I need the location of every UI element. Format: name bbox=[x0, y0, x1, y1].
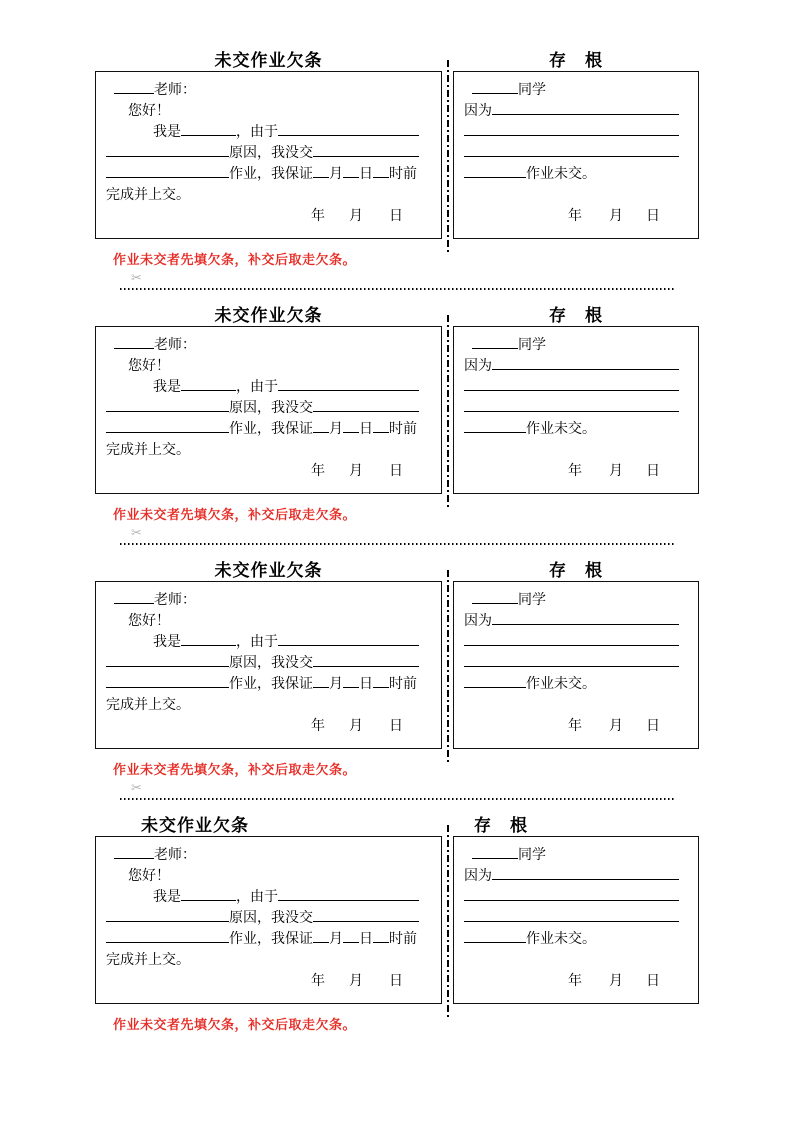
month-label: 月 bbox=[349, 719, 363, 734]
blank-field-subject bbox=[313, 398, 419, 412]
blank-field-month bbox=[313, 929, 329, 943]
date-line bbox=[106, 971, 419, 992]
slip-boxes bbox=[95, 836, 699, 1004]
blank-field-student-name bbox=[181, 122, 236, 136]
complete-text: 完成并上交。 bbox=[106, 953, 190, 968]
identity-line bbox=[106, 377, 419, 398]
because-line bbox=[464, 866, 679, 887]
identity-line bbox=[106, 122, 419, 143]
promise-line bbox=[106, 674, 419, 695]
teacher-label: 老师： bbox=[154, 848, 196, 863]
blank-field-student-name bbox=[181, 887, 236, 901]
blank-field-teacher-name bbox=[114, 335, 154, 349]
teacher-line bbox=[106, 590, 419, 611]
tear-line-separator bbox=[447, 570, 449, 762]
slip-boxes bbox=[95, 581, 699, 749]
blank-field-hour bbox=[373, 164, 389, 178]
complete-line bbox=[106, 950, 419, 971]
blank-field-cause-cont bbox=[106, 143, 229, 157]
date-line bbox=[106, 716, 419, 737]
iou-title: 未交作业欠条 bbox=[214, 306, 323, 325]
year-label: 年 bbox=[568, 464, 582, 479]
year-label: 年 bbox=[311, 974, 325, 989]
iou-slip-section bbox=[95, 556, 699, 800]
greeting-line bbox=[106, 356, 419, 377]
blank-field-subject-cont bbox=[106, 164, 229, 178]
complete-text: 完成并上交。 bbox=[106, 443, 190, 458]
due-to-label: ，由于 bbox=[236, 635, 278, 650]
complete-text: 完成并上交。 bbox=[106, 698, 190, 713]
blank-field-reason bbox=[492, 611, 679, 625]
blank-field-subject bbox=[464, 164, 526, 178]
greeting-text: 您好！ bbox=[128, 104, 170, 119]
month-label: 月 bbox=[329, 422, 343, 437]
date-line bbox=[464, 461, 679, 482]
due-to-label: ，由于 bbox=[236, 380, 278, 395]
not-submitted-line bbox=[464, 929, 679, 950]
blank-field-student-name bbox=[181, 632, 236, 646]
year-label: 年 bbox=[568, 719, 582, 734]
month-label: 月 bbox=[329, 932, 343, 947]
blank-field-day bbox=[343, 164, 359, 178]
due-to-label: ，由于 bbox=[236, 125, 278, 140]
before-time-label: 时前 bbox=[389, 422, 417, 437]
blank-field-reason-cont-1 bbox=[464, 887, 679, 901]
footnote-instruction: 作业未交者先填欠条，补交后取走欠条。 bbox=[113, 1017, 357, 1032]
before-time-label: 时前 bbox=[389, 167, 417, 182]
dotted-cut-line bbox=[120, 798, 675, 800]
blank-field-subject-cont bbox=[106, 419, 229, 433]
month-label: 月 bbox=[609, 974, 623, 989]
blank-field-day bbox=[343, 929, 359, 943]
teacher-line bbox=[106, 845, 419, 866]
blank-field-hour bbox=[373, 419, 389, 433]
blank-field-student-name bbox=[472, 590, 518, 604]
section-titles bbox=[95, 811, 699, 835]
i-am-label: 我是 bbox=[153, 380, 181, 395]
promise-label: 作业，我保证 bbox=[229, 677, 313, 692]
stub-box bbox=[453, 581, 699, 749]
blank-field-reason bbox=[492, 101, 679, 115]
reason-label: 原因，我没交 bbox=[229, 401, 313, 416]
blank-field-cause bbox=[278, 632, 419, 646]
blank-field-cause bbox=[278, 122, 419, 136]
blank-field-teacher-name bbox=[114, 590, 154, 604]
identity-line bbox=[106, 632, 419, 653]
date-line bbox=[464, 716, 679, 737]
day-label: 日 bbox=[389, 974, 403, 989]
stub-box bbox=[453, 71, 699, 239]
iou-title: 未交作业欠条 bbox=[214, 51, 323, 70]
student-line bbox=[464, 845, 679, 866]
year-label: 年 bbox=[568, 209, 582, 224]
month-label: 月 bbox=[329, 677, 343, 692]
slip-boxes bbox=[95, 326, 699, 494]
blank-line-1 bbox=[464, 632, 679, 653]
month-label: 月 bbox=[609, 719, 623, 734]
before-time-label: 时前 bbox=[389, 932, 417, 947]
blank-line-1 bbox=[464, 887, 679, 908]
section-titles bbox=[95, 46, 699, 70]
scissors-icon: ✂ bbox=[131, 271, 142, 286]
date-line bbox=[106, 206, 419, 227]
not-submitted-label: 作业未交。 bbox=[526, 932, 596, 947]
stub-box bbox=[453, 326, 699, 494]
because-label: 因为 bbox=[464, 869, 492, 884]
blank-field-subject bbox=[313, 653, 419, 667]
complete-line bbox=[106, 185, 419, 206]
promise-label: 作业，我保证 bbox=[229, 422, 313, 437]
blank-field-hour bbox=[373, 674, 389, 688]
greeting-text: 您好！ bbox=[128, 359, 170, 374]
iou-slip-section bbox=[95, 301, 699, 545]
blank-field-teacher-name bbox=[114, 80, 154, 94]
blank-field-reason-cont-1 bbox=[464, 122, 679, 136]
year-label: 年 bbox=[311, 719, 325, 734]
i-am-label: 我是 bbox=[153, 635, 181, 650]
blank-field-month bbox=[313, 419, 329, 433]
footnote-instruction: 作业未交者先填欠条，补交后取走欠条。 bbox=[113, 762, 357, 777]
because-label: 因为 bbox=[464, 359, 492, 374]
iou-slip-section bbox=[95, 46, 699, 290]
section-titles bbox=[95, 301, 699, 325]
student-line bbox=[464, 335, 679, 356]
blank-field-student-name bbox=[472, 335, 518, 349]
tear-line-separator bbox=[447, 825, 449, 1017]
blank-line-2 bbox=[464, 653, 679, 674]
because-label: 因为 bbox=[464, 104, 492, 119]
blank-field-reason bbox=[492, 866, 679, 880]
promise-label: 作业，我保证 bbox=[229, 167, 313, 182]
i-am-label: 我是 bbox=[153, 890, 181, 905]
month-label: 月 bbox=[349, 209, 363, 224]
not-submitted-line bbox=[464, 164, 679, 185]
blank-field-month bbox=[313, 164, 329, 178]
blank-field-subject bbox=[464, 419, 526, 433]
teacher-label: 老师： bbox=[154, 593, 196, 608]
blank-field-reason-cont-2 bbox=[464, 398, 679, 412]
student-label: 同学 bbox=[518, 593, 546, 608]
iou-box bbox=[95, 581, 442, 749]
greeting-line bbox=[106, 101, 419, 122]
promise-line bbox=[106, 929, 419, 950]
stub-title: 存 根 bbox=[549, 561, 603, 580]
student-line bbox=[464, 590, 679, 611]
identity-line bbox=[106, 887, 419, 908]
blank-field-subject bbox=[464, 929, 526, 943]
day-label: 日 bbox=[359, 167, 373, 182]
teacher-label: 老师： bbox=[154, 338, 196, 353]
greeting-line bbox=[106, 866, 419, 887]
iou-title: 未交作业欠条 bbox=[141, 816, 249, 835]
stub-title: 存 根 bbox=[474, 816, 528, 835]
promise-line bbox=[106, 419, 419, 440]
student-line bbox=[464, 80, 679, 101]
blank-field-subject bbox=[313, 143, 419, 157]
blank-field-student-name bbox=[181, 377, 236, 391]
blank-field-reason-cont-2 bbox=[464, 143, 679, 157]
scissors-icon: ✂ bbox=[131, 781, 142, 796]
because-line bbox=[464, 611, 679, 632]
reason-label: 原因，我没交 bbox=[229, 656, 313, 671]
day-label: 日 bbox=[359, 422, 373, 437]
blank-field-subject-cont bbox=[106, 674, 229, 688]
blank-field-student-name bbox=[472, 845, 518, 859]
not-submitted-label: 作业未交。 bbox=[526, 677, 596, 692]
empty-line bbox=[464, 695, 679, 716]
month-label: 月 bbox=[349, 464, 363, 479]
blank-field-teacher-name bbox=[114, 845, 154, 859]
month-label: 月 bbox=[609, 464, 623, 479]
blank-field-reason bbox=[492, 356, 679, 370]
year-label: 年 bbox=[311, 209, 325, 224]
scissors-icon: ✂ bbox=[131, 526, 142, 541]
blank-field-cause-cont bbox=[106, 908, 229, 922]
stub-title: 存 根 bbox=[549, 306, 603, 325]
blank-field-cause bbox=[278, 377, 419, 391]
footnote-instruction: 作业未交者先填欠条，补交后取走欠条。 bbox=[113, 507, 357, 522]
month-label: 月 bbox=[329, 167, 343, 182]
reason-label: 原因，我没交 bbox=[229, 146, 313, 161]
blank-line-1 bbox=[464, 122, 679, 143]
day-label: 日 bbox=[646, 719, 660, 734]
blank-field-hour bbox=[373, 929, 389, 943]
day-label: 日 bbox=[389, 209, 403, 224]
iou-box bbox=[95, 836, 442, 1004]
year-label: 年 bbox=[311, 464, 325, 479]
blank-field-cause-cont bbox=[106, 653, 229, 667]
dotted-cut-line bbox=[120, 288, 675, 290]
iou-slip-section bbox=[95, 811, 699, 1033]
day-label: 日 bbox=[646, 464, 660, 479]
empty-line bbox=[464, 950, 679, 971]
iou-box bbox=[95, 71, 442, 239]
blank-field-subject bbox=[313, 908, 419, 922]
stub-title: 存 根 bbox=[549, 51, 603, 70]
slip-boxes bbox=[95, 71, 699, 239]
blank-field-reason-cont-1 bbox=[464, 377, 679, 391]
day-label: 日 bbox=[359, 677, 373, 692]
year-label: 年 bbox=[568, 974, 582, 989]
month-label: 月 bbox=[349, 974, 363, 989]
day-label: 日 bbox=[646, 974, 660, 989]
cut-line bbox=[95, 271, 699, 290]
greeting-text: 您好！ bbox=[128, 869, 170, 884]
dotted-cut-line bbox=[120, 543, 675, 545]
complete-line bbox=[106, 695, 419, 716]
promise-line bbox=[106, 164, 419, 185]
cut-line bbox=[95, 526, 699, 545]
because-line bbox=[464, 356, 679, 377]
iou-box bbox=[95, 326, 442, 494]
blank-field-day bbox=[343, 674, 359, 688]
sections-container bbox=[95, 46, 793, 1033]
footnote-instruction: 作业未交者先填欠条，补交后取走欠条。 bbox=[113, 252, 357, 267]
blank-line-2 bbox=[464, 143, 679, 164]
blank-field-reason-cont-2 bbox=[464, 908, 679, 922]
not-submitted-line bbox=[464, 674, 679, 695]
not-submitted-line bbox=[464, 419, 679, 440]
teacher-label: 老师： bbox=[154, 83, 196, 98]
blank-field-student-name bbox=[472, 80, 518, 94]
tear-line-separator bbox=[447, 315, 449, 507]
student-label: 同学 bbox=[518, 848, 546, 863]
day-label: 日 bbox=[389, 464, 403, 479]
student-label: 同学 bbox=[518, 338, 546, 353]
teacher-line bbox=[106, 80, 419, 101]
cut-line bbox=[95, 781, 699, 800]
section-titles bbox=[95, 556, 699, 580]
complete-text: 完成并上交。 bbox=[106, 188, 190, 203]
empty-line bbox=[464, 440, 679, 461]
iou-title: 未交作业欠条 bbox=[214, 561, 323, 580]
student-label: 同学 bbox=[518, 83, 546, 98]
day-label: 日 bbox=[359, 932, 373, 947]
blank-field-reason-cont-1 bbox=[464, 632, 679, 646]
because-label: 因为 bbox=[464, 614, 492, 629]
date-line bbox=[464, 971, 679, 992]
tear-line-separator bbox=[447, 60, 449, 252]
reason-label: 原因，我没交 bbox=[229, 911, 313, 926]
greeting-line bbox=[106, 611, 419, 632]
not-submitted-label: 作业未交。 bbox=[526, 422, 596, 437]
date-line bbox=[106, 461, 419, 482]
day-label: 日 bbox=[389, 719, 403, 734]
before-time-label: 时前 bbox=[389, 677, 417, 692]
reason-line bbox=[106, 398, 419, 419]
stub-box bbox=[453, 836, 699, 1004]
day-label: 日 bbox=[646, 209, 660, 224]
because-line bbox=[464, 101, 679, 122]
blank-field-cause bbox=[278, 887, 419, 901]
date-line bbox=[464, 206, 679, 227]
month-label: 月 bbox=[609, 209, 623, 224]
due-to-label: ，由于 bbox=[236, 890, 278, 905]
blank-field-subject-cont bbox=[106, 929, 229, 943]
not-submitted-label: 作业未交。 bbox=[526, 167, 596, 182]
greeting-text: 您好！ bbox=[128, 614, 170, 629]
teacher-line bbox=[106, 335, 419, 356]
blank-field-cause-cont bbox=[106, 398, 229, 412]
empty-line bbox=[464, 185, 679, 206]
complete-line bbox=[106, 440, 419, 461]
reason-line bbox=[106, 653, 419, 674]
blank-line-2 bbox=[464, 908, 679, 929]
reason-line bbox=[106, 143, 419, 164]
i-am-label: 我是 bbox=[153, 125, 181, 140]
blank-line-2 bbox=[464, 398, 679, 419]
blank-line-1 bbox=[464, 377, 679, 398]
promise-label: 作业，我保证 bbox=[229, 932, 313, 947]
blank-field-day bbox=[343, 419, 359, 433]
blank-field-subject bbox=[464, 674, 526, 688]
blank-field-month bbox=[313, 674, 329, 688]
reason-line bbox=[106, 908, 419, 929]
blank-field-reason-cont-2 bbox=[464, 653, 679, 667]
